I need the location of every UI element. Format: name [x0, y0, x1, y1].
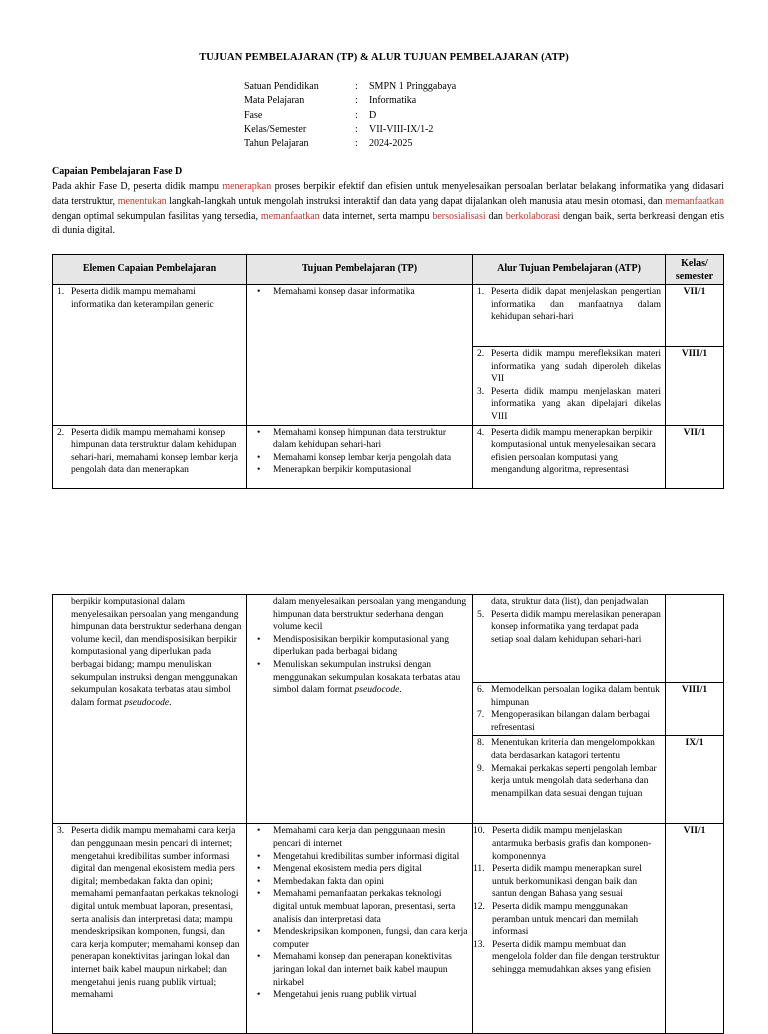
kelas-cell — [666, 595, 724, 683]
table-header-row — [53, 255, 724, 285]
info-row: Tahun Pelajaran : 2024-2025 — [244, 138, 413, 150]
table-row — [53, 425, 724, 488]
atp-cell: 4. Peserta didik mampu menerapkan berpikir komputasional untuk menyelesaikan secara efisien persoalan komputasi yang mengandung algoritma, representasi — [473, 425, 666, 488]
tp-cell: dalam menyelesaikan persoalan yang mengandung himpunan data berstruktur sederhana dengan volume kecil • Mendisposisikan berpikir komputasional yang diperlukan pada berbagai bidang • Menuliskan sekumpulan instruksi dengan menggunakan sekumpulan kosakata terbatas atau simbol dalam format pseudocode. — [247, 595, 473, 824]
tp-cell: • Memahami konsep himpunan data terstruktur dalam kehidupan sehari-hari • Memahami konsep lembar kerja pengolah data • Menerapkan berpikir komputasional — [247, 425, 473, 488]
info-row: Mata Pelajaran : Informatika — [244, 95, 417, 107]
atp-cell: 2. Peserta didik mampu merefleksikan materi informatika yang sudah diperoleh dikelas VII 3. Peserta didik mampu menjelaskan materi informatika yang akan dipelajari dikelas VIII — [473, 347, 666, 426]
header-kelas: Kelas/ semester — [666, 255, 724, 285]
capaian-title: Capaian Pembelajaran Fase D — [52, 166, 183, 177]
document-title: TUJUAN PEMBELAJARAN (TP) & ALUR TUJUAN PEMBELAJARAN (ATP) — [199, 52, 569, 63]
highlight-term: memanfaatkan — [665, 195, 724, 207]
atp-cell: 8. Menentukan kriteria dan mengelompokkan data berdasarkan katagori tertentu 9. Memakai perkakas seperti pengolah lembar kerja untuk mengolah data sederhana dan menampilkan data sesuai dengan tujuan — [473, 736, 666, 824]
info-row: Kelas/Semester : VII-VIII-IX/1-2 — [244, 123, 434, 135]
header-atp: Alur Tujuan Pembelajaran (ATP) — [473, 255, 666, 285]
kelas-cell: VII/1 — [666, 425, 724, 488]
info-row: Fase : D — [244, 109, 377, 121]
highlight-term: bersosialisasi — [432, 210, 486, 222]
highlight-term: berkolaborasi — [505, 210, 561, 222]
highlight-term: menerapkan — [222, 181, 272, 192]
elemen-cell: 3. Peserta didik mampu memahami cara kerja dan penggunaan mesin pencari di internet; mengetahui kredibilitas sumber informasi digital dan mengenal ekosistem media pers digital; membedakan fakta dan opini; memahami pemanfaatan perkakas teknologi digital untuk membuat laporan, presentasi, serta analisis dan interpretasi data; mampu mendeskripsikan komponen, fungsi, dan cara kerja komputer; memahami konsep dan penerapan konektivitas jaringan lokal dan internet baik kabel maupun nirkabel; dan mengetahui jenis ruang publik virtual; memahami — [53, 824, 247, 1034]
kelas-cell: VIII/1 — [666, 347, 724, 426]
atp-cell: data, struktur data (list), dan penjadwalan 5. Peserta didik mampu merelasikan penerapan konsep informatika yang terdapat pada setiap soal dalam kehidupan sehari-hari — [473, 595, 666, 683]
atp-table-continued — [52, 594, 724, 1034]
header-elemen: Elemen Capaian Pembelajaran — [53, 255, 247, 285]
elemen-cell: berpikir komputasional dalam menyelesaikan persoalan yang mengandung himpunan data berstruktur sederhana dengan volume kecil, dan mendisposisikan berpikir komputasional yang diperlukan pada berbagai bidang; mampu menuliskan sekumpulan instruksi dengan menggunakan sekumpulan kosakata terbatas atau simbol dalam format pseudocode. — [53, 595, 247, 824]
highlight-term: menentukan — [117, 195, 167, 207]
tp-cell: • Memahami cara kerja dan penggunaan mesin pencari di internet • Mengetahui kredibilitas sumber informasi digital • Mengenal ekosistem media pers digital • Membedakan fakta dan opini • Memahami pemanfaatan perkakas teknologi digital untuk membuat laporan, presentasi, serta analisis dan interpretasi data • Mendeskripsikan komponen, fungsi, dan cara kerja computer • Memahami konsep dan penerapan konektivitas jaringan lokal dan internet baik kabel maupun nirkabel • Mengetahui jenis ruang publik virtual — [247, 824, 473, 1034]
atp-table — [52, 254, 724, 489]
kelas-cell: VII/1 — [666, 285, 724, 347]
atp-cell: 10. Peserta didik mampu menjelaskan antarmuka berbasis grafis dan komponen-komponennya 11. Peserta didik mampu menerapkan surel untuk berkomunikasi dengan baik dan santun dengan Bahasa yang sesuai 12. Peserta didik mampu menggunakan peramban untuk mencari dan memilah informasi 13. Peserta didik mampu membuat dan mengelola folder dan file dengan terstruktur sehingga memudahkan akses yang efisien — [473, 824, 666, 1034]
kelas-cell: VII/1 — [666, 824, 724, 1034]
table-row — [53, 824, 724, 1034]
table-row — [53, 595, 724, 683]
table-row — [53, 285, 724, 347]
tp-cell: • Memahami konsep dasar informatika — [247, 285, 473, 426]
elemen-cell: 1. Peserta didik mampu memahami informatika dan keterampilan generic — [53, 285, 247, 426]
highlight-term: memanfaatkan — [260, 210, 320, 222]
header-tp: Tujuan Pembelajaran (TP) — [247, 255, 473, 285]
atp-cell: 6. Memodelkan persoalan logika dalam bentuk himpunan 7. Mengoperasikan bilangan dalam berbagai refresentasi — [473, 683, 666, 736]
kelas-cell: VIII/1 — [666, 683, 724, 736]
elemen-cell: 2. Peserta didik mampu memahami konsep himpunan data terstruktur dalam kehidupan sehari-hari, memahami konsep lembar kerja pengolah data dan menerapkan — [53, 425, 247, 488]
kelas-cell: IX/1 — [666, 736, 724, 824]
atp-cell: 1. Peserta didik dapat menjelaskan pengertian informatika dan manfaatnya dalam kehidupan sehari-hari — [473, 285, 666, 347]
info-row: Satuan Pendidikan : SMPN 1 Pringgabaya — [244, 81, 457, 92]
capaian-paragraph: Pada akhir Fase D, peserta didik mampu menerapkan proses berpikir efektif dan efisien untuk menyelesaikan persoalan berlatar belakang informatika yang didasari data terstruktur, menentukan langkah-langkah untuk mengolah instruksi interaktif dan data yang dapat dijalankan oleh manusia atau mesin otomasi, dan memanfaatkan dengan optimal sekumpulan fasilitas yang tersedia, memanfaatkan data internet, serta mampu bersosialisasi dan berkolaborasi dengan baik, serta berkreasi dengan etis di dunia digital. — [52, 181, 725, 237]
document-info — [244, 80, 456, 151]
